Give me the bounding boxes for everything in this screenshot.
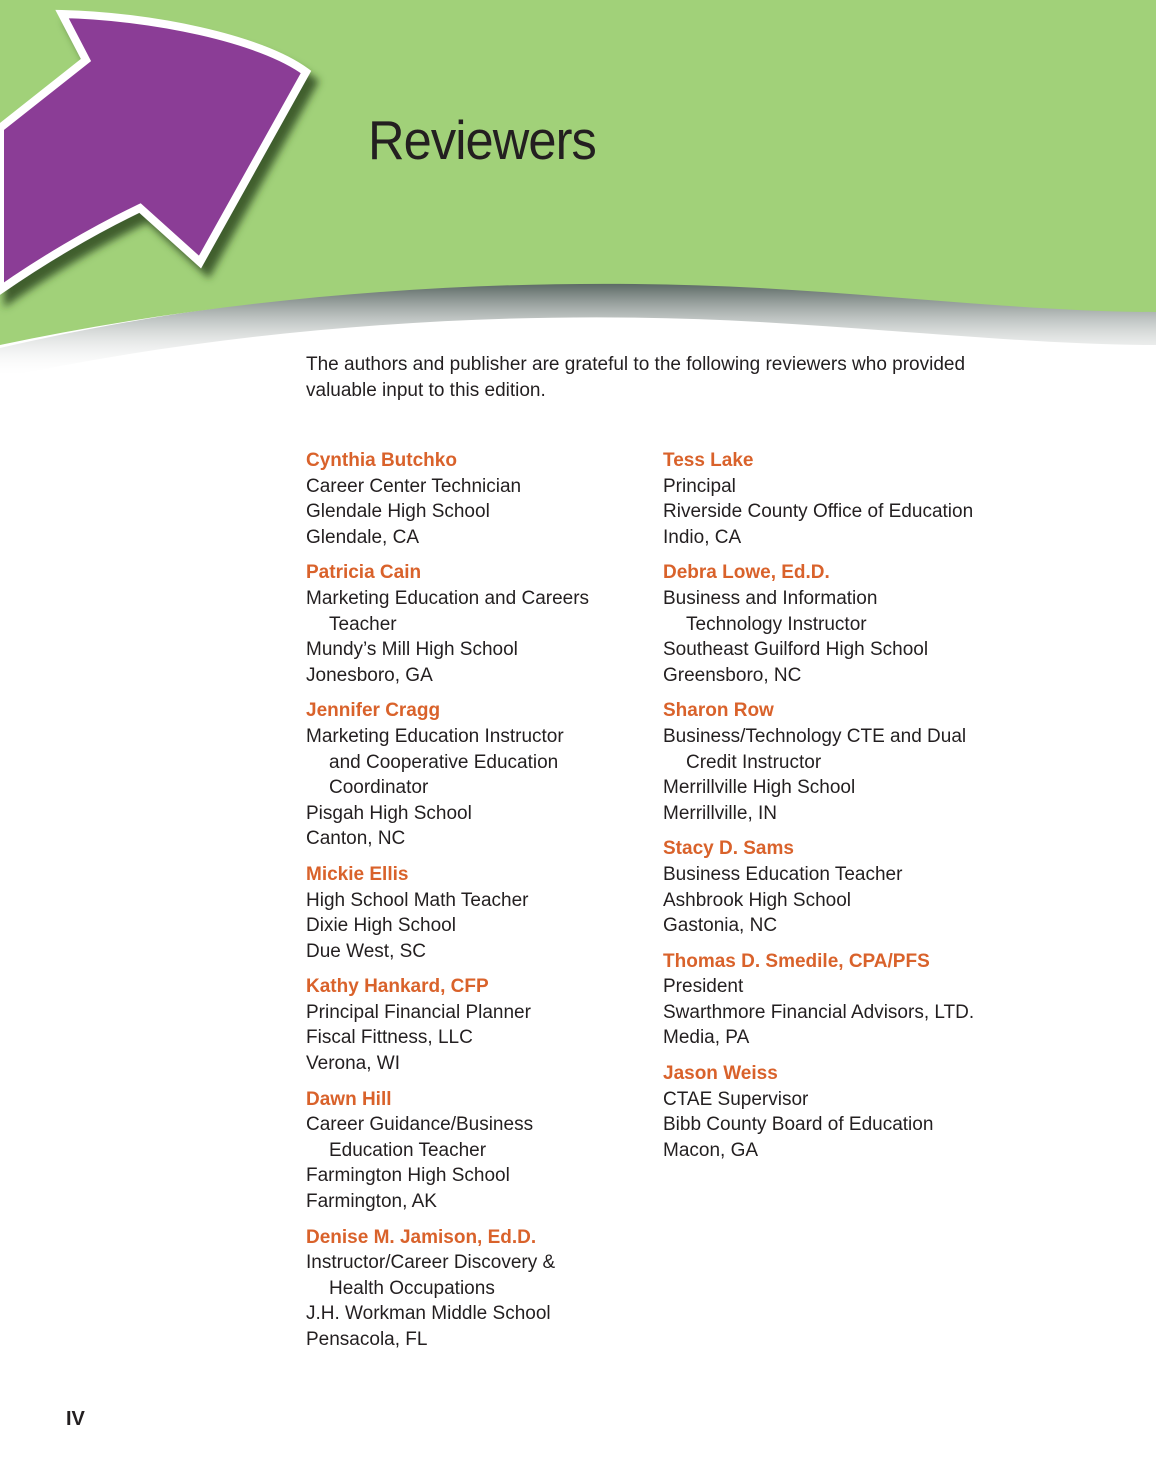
reviewer-detail-line: Mundy’s Mill High School <box>306 639 518 661</box>
reviewer-detail-line: Pisgah High School <box>306 802 472 824</box>
reviewer-detail-line: Media, PA <box>663 1027 750 1049</box>
reviewer-detail-line: Marketing Education and Careers <box>306 587 590 609</box>
reviewer-entry <box>306 862 656 964</box>
reviewer-detail-line: Macon, GA <box>663 1139 759 1161</box>
reviewer-entry <box>663 1061 1043 1163</box>
reviewer-entry <box>663 448 1043 550</box>
page-number: IV <box>66 1408 85 1430</box>
reviewer-entry <box>306 1087 656 1215</box>
reviewer-detail-line: Greensboro, NC <box>663 664 802 686</box>
reviewer-detail-line: Fiscal Fittness, LLC <box>306 1027 473 1049</box>
reviewer-name: Cynthia Butchko <box>306 450 457 471</box>
reviewer-entry <box>663 836 1043 938</box>
reviewer-name: Jason Weiss <box>663 1063 778 1085</box>
reviewer-detail-line: Health Occupations <box>329 1277 495 1299</box>
reviewer-name: Debra Lowe, Ed.D. <box>663 562 830 584</box>
reviewer-entry <box>663 560 1043 688</box>
reviewer-detail-line: Instructor/Career Discovery & <box>306 1252 556 1274</box>
reviewer-detail-line: Education Teacher <box>329 1139 487 1161</box>
reviewer-detail-line: Principal Financial Planner <box>306 1001 531 1023</box>
reviewer-detail-line: CTAE Supervisor <box>663 1088 809 1110</box>
reviewer-name: Tess Lake <box>663 450 754 471</box>
reviewer-detail-line: Due West, SC <box>306 940 427 962</box>
reviewer-detail-line: Credit Instructor <box>686 751 822 773</box>
reviewers-column-right <box>663 448 1043 1173</box>
reviewer-detail-line: J.H. Workman Middle School <box>306 1303 551 1325</box>
reviewer-detail-line: Jonesboro, GA <box>306 664 433 686</box>
reviewer-detail-line: Southeast Guilford High School <box>663 639 929 661</box>
reviewer-name: Dawn Hill <box>306 1088 392 1110</box>
reviewer-detail-line: Riverside County Office of Education <box>663 501 974 523</box>
reviewer-entry <box>663 698 1043 826</box>
reviewer-detail-line: Dixie High School <box>306 915 456 937</box>
reviewers-column-left <box>306 448 656 1363</box>
reviewer-detail-line: Coordinator <box>329 777 429 799</box>
reviewer-detail-line: Farmington High School <box>306 1165 510 1187</box>
reviewer-detail-line: Swarthmore Financial Advisors, LTD. <box>663 1001 975 1023</box>
reviewer-detail-line: Glendale High School <box>306 501 490 523</box>
reviewer-detail-line: Bibb County Board of Education <box>663 1114 934 1136</box>
reviewer-detail-line: Technology Instructor <box>686 613 867 635</box>
reviewer-entry <box>306 1225 656 1353</box>
reviewer-detail-line: Career Center Technician <box>306 475 522 497</box>
reviewer-detail-line: Merrillville, IN <box>663 802 777 824</box>
reviewer-entry <box>306 974 656 1076</box>
reviewer-detail-line: Glendale, CA <box>306 526 420 548</box>
reviewer-detail-line: Merrillville High School <box>663 777 856 799</box>
reviewer-entry <box>663 949 1043 1051</box>
reviewer-name: Sharon Row <box>663 700 774 722</box>
reviewer-name: Jennifer Cragg <box>306 700 441 722</box>
reviewer-detail-line: Principal <box>663 475 736 497</box>
header-banner <box>0 0 1156 380</box>
reviewer-name: Thomas D. Smedile, CPA/PFS <box>663 950 930 972</box>
reviewer-detail-line: and Cooperative Education <box>329 751 559 773</box>
reviewer-detail-line: Indio, CA <box>663 526 742 548</box>
page-title: Reviewers <box>368 109 596 171</box>
reviewer-detail-line: Career Guidance/Business <box>306 1114 534 1136</box>
reviewer-name: Mickie Ellis <box>306 863 409 885</box>
reviewer-detail-line: Teacher <box>329 613 397 635</box>
reviewer-name: Patricia Cain <box>306 562 422 584</box>
reviewer-detail-line: Business Education Teacher <box>663 863 903 885</box>
reviewer-detail-line: Marketing Education Instructor <box>306 725 564 747</box>
reviewer-detail-line: Ashbrook High School <box>663 889 851 911</box>
reviewer-name: Kathy Hankard, CFP <box>306 976 489 998</box>
reviewer-entry <box>306 448 656 550</box>
reviewer-detail-line: Gastonia, NC <box>663 915 778 937</box>
reviewer-name: Denise M. Jamison, Ed.D. <box>306 1226 537 1248</box>
reviewer-entry <box>306 560 656 688</box>
reviewer-detail-line: Canton, NC <box>306 828 406 850</box>
reviewer-detail-line: President <box>663 976 744 998</box>
reviewer-detail-line: Pensacola, FL <box>306 1329 428 1350</box>
reviewer-detail-line: High School Math Teacher <box>306 889 529 911</box>
reviewer-detail-line: Business and Information <box>663 587 878 609</box>
reviewer-name: Stacy D. Sams <box>663 838 794 860</box>
reviewer-entry <box>306 698 656 852</box>
reviewer-detail-line: Verona, WI <box>306 1053 400 1075</box>
reviewer-detail-line: Farmington, AK <box>306 1191 437 1213</box>
reviewer-detail-line: Business/Technology CTE and Dual <box>663 725 967 747</box>
intro-paragraph: The authors and publisher are grateful to the following reviewers who provided valuable input to this edition. <box>306 354 966 401</box>
